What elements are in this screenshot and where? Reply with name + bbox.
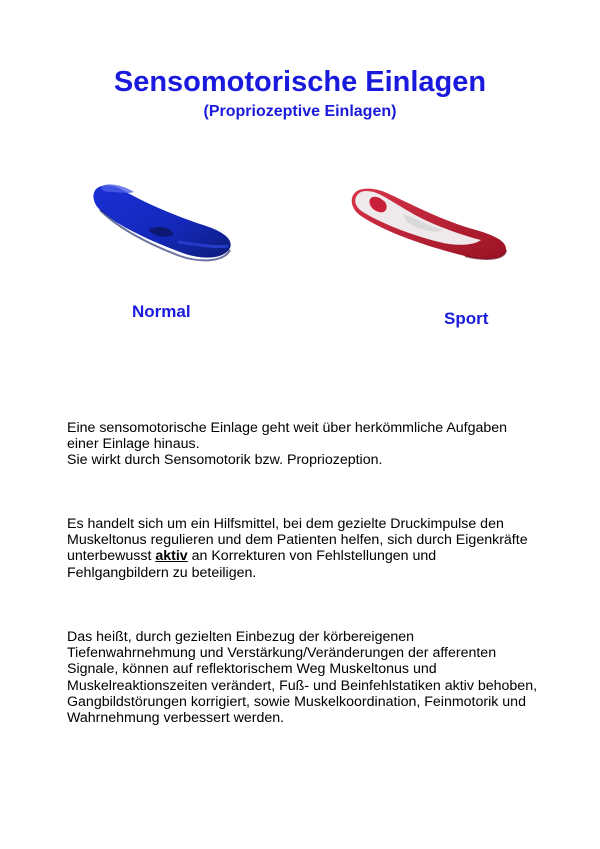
text-line: Wahrnehmung verbessert werden. xyxy=(67,710,285,727)
emphasis-aktiv: aktiv xyxy=(155,548,188,565)
text-line: an Korrekturen von Fehlstellungen und xyxy=(187,548,437,565)
text-line: Das heißt, durch gezielten Einbezug der körbereigenen xyxy=(67,629,415,645)
text-line: einer Einlage hinaus. xyxy=(67,436,200,453)
text-line: Es handelt sich um ein Hilfsmittel, bei dem gezielte Druckimpulse den xyxy=(67,516,504,532)
insole-sport-image xyxy=(345,180,510,264)
paragraph-intro xyxy=(67,420,577,469)
text-line: Fehlgangbildern zu beteiligen. xyxy=(67,564,257,581)
insole-normal-image xyxy=(88,178,238,264)
text-line: Muskelreaktionszeiten verändert, Fuß- und Beinfehlstatiken aktiv behoben, xyxy=(67,677,538,694)
text-line: Muskeltonus regulieren und dem Patienten helfen, sich durch Eigenkräfte xyxy=(67,532,528,549)
text-line: Gangbildstörungen korrigiert, sowie Muskelkoordination, Feinmotorik und xyxy=(67,693,526,710)
page-title: Sensomotorische Einlagen xyxy=(113,66,487,98)
text-line: Tiefenwahrnehmung und Verstärkung/Veränderungen der afferenten xyxy=(67,645,497,662)
text-line: Eine sensomotorische Einlage geht weit über herkömmliche Aufgaben xyxy=(67,420,508,436)
text-line: unterbewusst xyxy=(67,548,156,565)
paragraph-description xyxy=(67,516,577,581)
text-line: Sie wirkt durch Sensomotorik bzw. Propriozeption. xyxy=(67,452,383,469)
text-line: Signale, können auf reflektorischem Weg Muskeltonus und xyxy=(67,661,437,678)
caption-normal: Normal xyxy=(132,302,191,321)
page-subtitle: (Propriozeptive Einlagen) xyxy=(203,103,397,120)
caption-sport: Sport xyxy=(444,309,489,328)
paragraph-effects xyxy=(67,629,577,726)
